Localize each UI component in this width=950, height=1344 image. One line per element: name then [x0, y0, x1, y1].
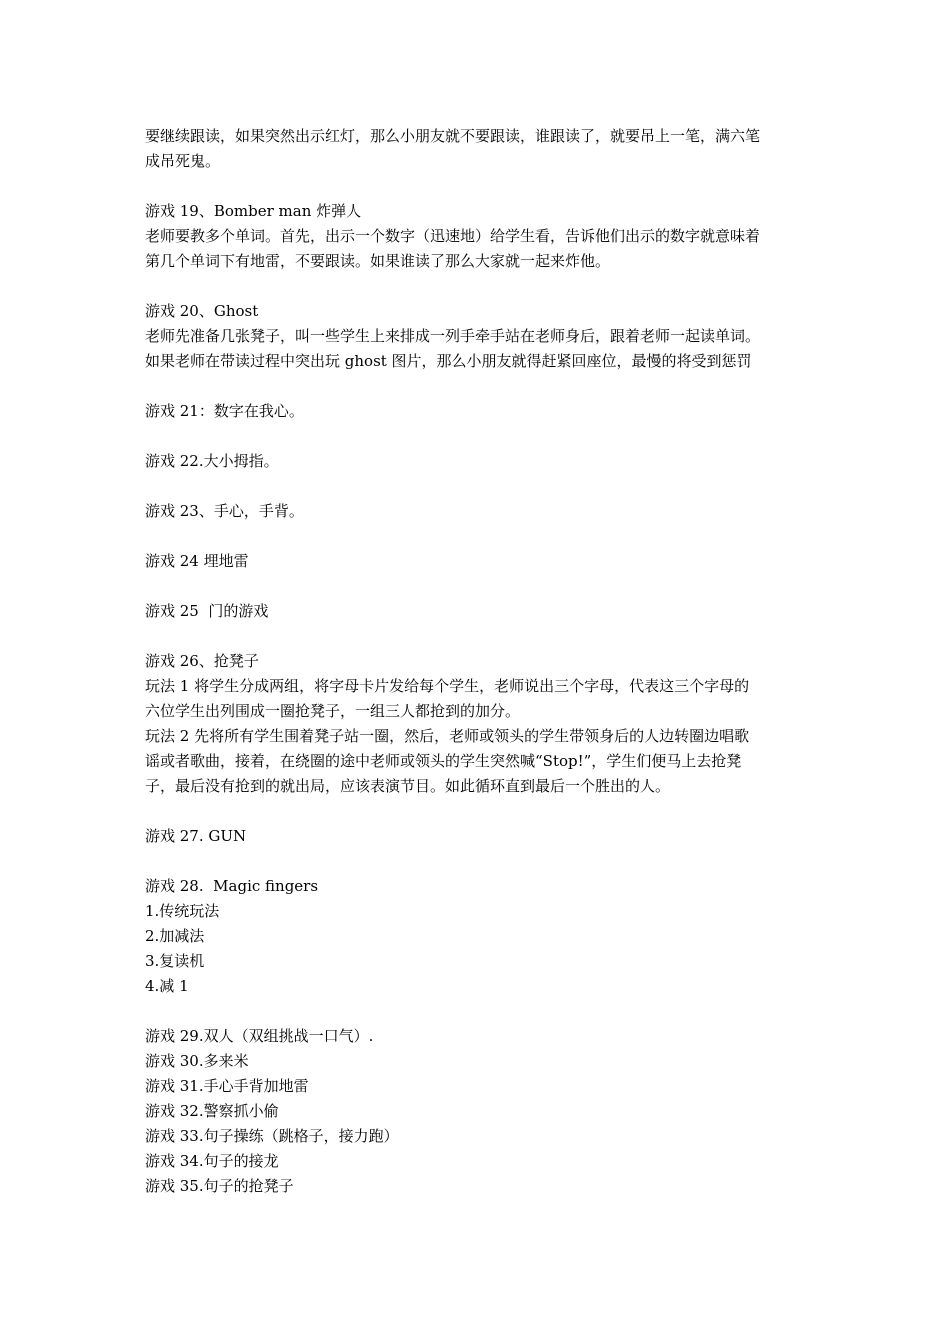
game-26-heading: 游戏 26、抢凳子: [145, 652, 259, 670]
section-game-28: [145, 874, 825, 999]
paragraph-spacer: [145, 424, 825, 449]
game-27-heading: 游戏 27. GUN: [145, 827, 247, 845]
text-line: 玩法 2 先将所有学生围着凳子站一圈，然后，老师或领头的学生带领身后的人边转圈边唱歌: [145, 727, 750, 745]
game-22-heading: 游戏 22.大小拇指。: [145, 452, 279, 470]
paragraph-spacer: [145, 274, 825, 299]
game-31-heading: 游戏 31.手心手背加地雷: [145, 1077, 309, 1095]
game-32-heading: 游戏 32.警察抓小偷: [145, 1102, 279, 1120]
game-23-heading: 游戏 23、手心，手背。: [145, 502, 304, 520]
paragraph-spacer: [145, 999, 825, 1024]
document-body: [145, 124, 825, 1199]
game-28-heading: 游戏 28. Magic fingers: [145, 877, 319, 895]
text-line: 第几个单词下有地雷，不要跟读。如果谁读了那么大家就一起来炸他。: [145, 252, 611, 270]
text-line: 子，最后没有抢到的就出局，应该表演节目。如此循环直到最后一个胜出的人。: [145, 777, 671, 795]
paragraph-spacer: [145, 524, 825, 549]
game-25-heading: 游戏 25 门的游戏: [145, 602, 269, 620]
section-game-27: [145, 824, 825, 849]
list-item: 2.加减法: [145, 927, 205, 945]
game-24-heading: 游戏 24 埋地雷: [145, 552, 249, 570]
paragraph-spacer: [145, 174, 825, 199]
paragraph-spacer: [145, 799, 825, 824]
text-line: 谣或者歌曲，接着，在绕圈的途中老师或领头的学生突然喊“Stop!”，学生们便马上去抢凳: [145, 752, 742, 770]
section-game-19: [145, 199, 825, 274]
game-21-heading: 游戏 21：数字在我心。: [145, 402, 304, 420]
game-34-heading: 游戏 34.句子的接龙: [145, 1152, 279, 1170]
text-line: 老师先准备几张凳子，叫一些学生上来排成一列手牵手站在老师身后，跟着老师一起读单词。: [145, 327, 761, 345]
text-line: 玩法 1 将学生分成两组，将字母卡片发给每个学生，老师说出三个字母，代表这三个字母的: [145, 677, 750, 695]
list-item: 1.传统玩法: [145, 902, 220, 920]
section-game-26: [145, 649, 825, 799]
list-item: 4.减 1: [145, 977, 189, 995]
section-game-23: [145, 499, 825, 524]
section-game-24: [145, 549, 825, 574]
paragraph-spacer: [145, 474, 825, 499]
text-line: 六位学生出列围成一圈抢凳子，一组三人都抢到的加分。: [145, 702, 521, 720]
section-game-22: [145, 449, 825, 474]
paragraph-spacer: [145, 849, 825, 874]
game-33-heading: 游戏 33.句子操练（跳格子，接力跑）: [145, 1127, 399, 1145]
game-19-heading: 游戏 19、Bomber man 炸弹人: [145, 202, 362, 220]
section-game-25: [145, 599, 825, 624]
paragraph-spacer: [145, 374, 825, 399]
text-line: 成吊死鬼。: [145, 152, 221, 170]
list-item: 3.复读机: [145, 952, 205, 970]
paragraph-spacer: [145, 574, 825, 599]
paragraph-red-light-rule: [145, 124, 825, 174]
game-30-heading: 游戏 30.多来米: [145, 1052, 249, 1070]
paragraph-spacer: [145, 624, 825, 649]
game-20-heading: 游戏 20、Ghost: [145, 302, 259, 320]
game-35-heading: 游戏 35.句子的抢凳子: [145, 1177, 294, 1195]
text-line: 老师要教多个单词。首先，出示一个数字（迅速地）给学生看，告诉他们出示的数字就意味着: [145, 227, 761, 245]
text-line: 如果老师在带读过程中突出玩 ghost 图片，那么小朋友就得赶紧回座位，最慢的将受到惩罚: [145, 352, 752, 370]
game-29-heading: 游戏 29.双人（双组挑战一口气）.: [145, 1027, 374, 1045]
section-game-20: [145, 299, 825, 374]
text-line: 要继续跟读，如果突然出示红灯，那么小朋友就不要跟读，谁跟读了，就要吊上一笔，满六笔: [145, 127, 761, 145]
section-game-21: [145, 399, 825, 424]
section-games-29-35: [145, 1024, 825, 1199]
